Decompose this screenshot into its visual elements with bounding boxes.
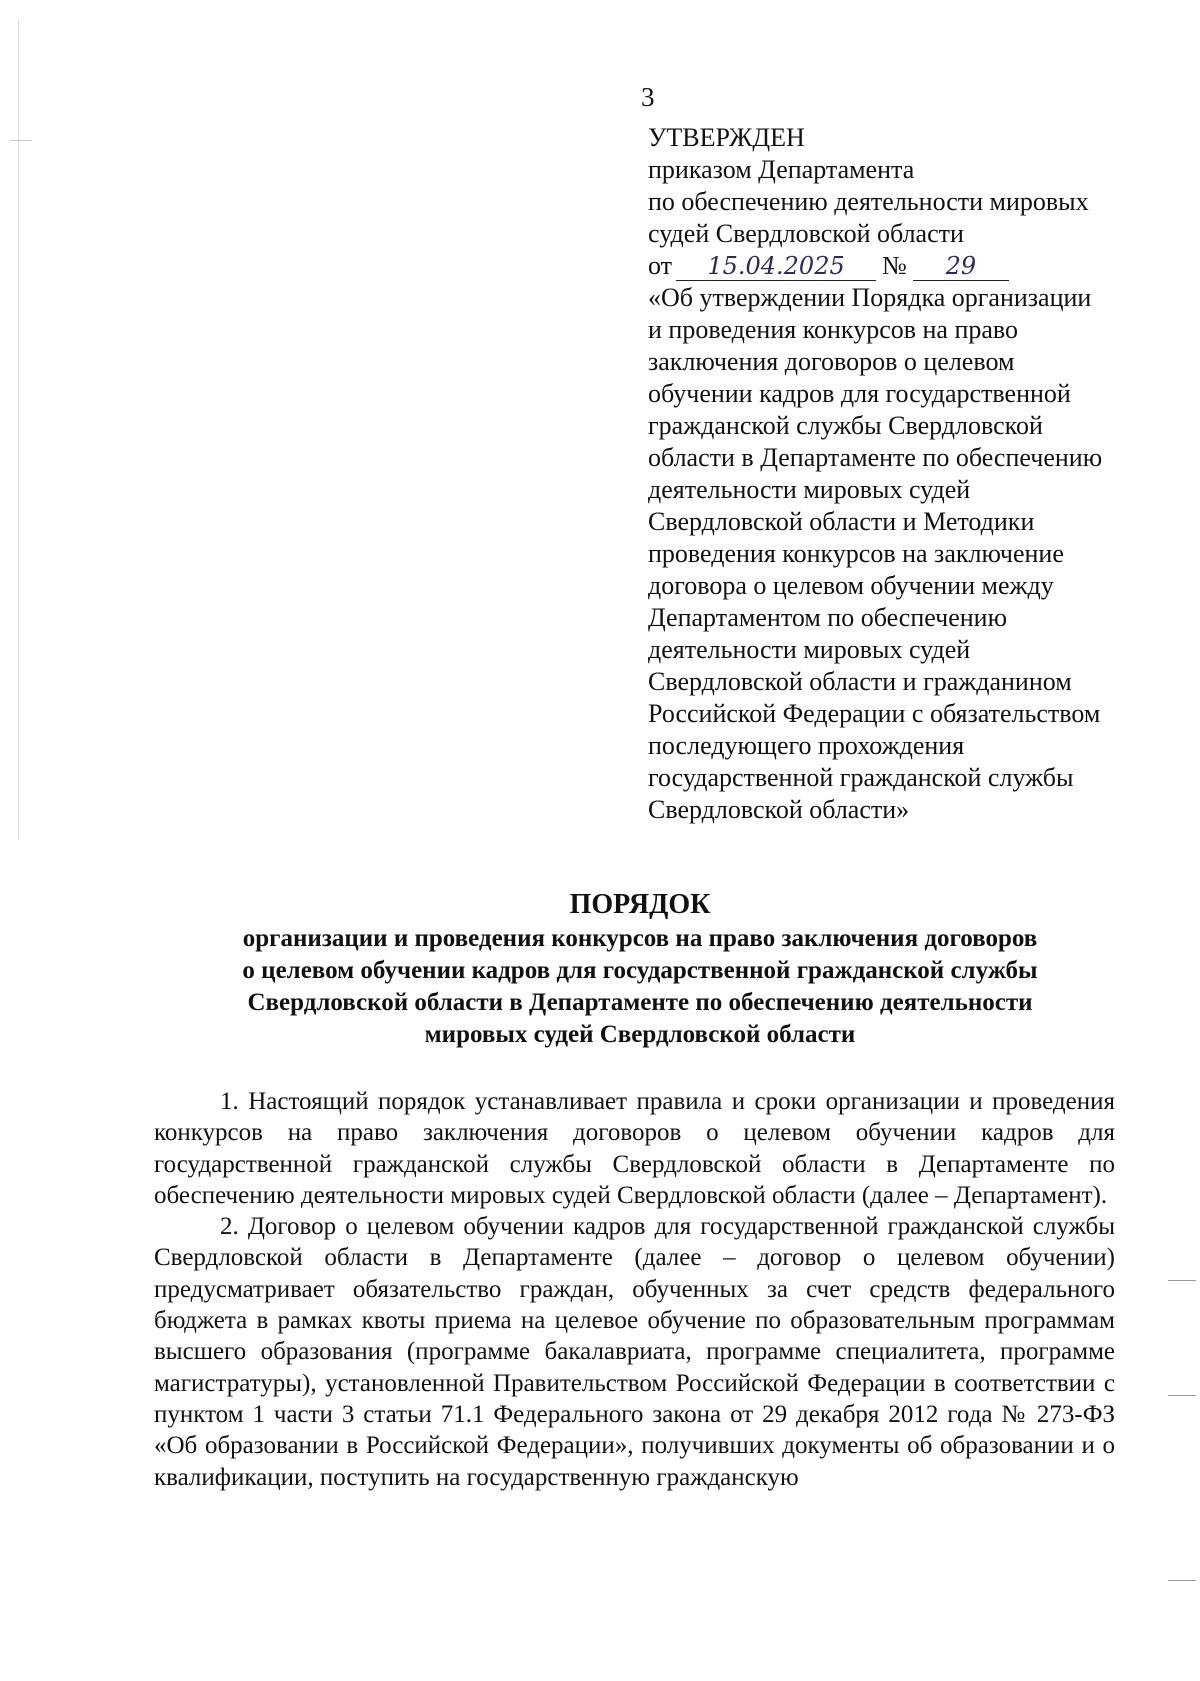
order-title-line: проведения конкурсов на заключение xyxy=(648,539,1064,568)
scan-edge-left-tick xyxy=(10,140,32,141)
paragraph: 2. Договор о целевом обучении кадров для государственной гражданской службы Свердловской области в Департаменте (далее – договор о целевом обучении) предусматривает обязательство граждан, обученных за счет средств федерального бюджета в рамках квоты приема на целевое обучение по образовательным программам высшего образования (программе бакалавриата, программе специалитета, программе магистратуры), установленной Правительством Российской Федерации в соответствии с пунктом 1 части 3 статьи 71.1 Федерального закона от 29 декабря 2012 года № 273-ФЗ «Об образовании в Российской Федерации», получивших документы об образовании и о квалификации, поступить на государственную гражданскую xyxy=(154,1213,1115,1491)
approval-line: по обеспечению деятельности мировых xyxy=(648,187,1089,216)
handwritten-number: 29 xyxy=(913,252,1009,281)
handwritten-date: 15.04.2025 xyxy=(676,252,876,281)
order-title-line: последующего прохождения xyxy=(648,731,965,760)
order-title-line: Свердловской области и Методики xyxy=(648,507,1035,536)
order-title-line: Департаментом по обеспечению xyxy=(648,603,1008,632)
approval-date-line xyxy=(648,250,1128,282)
scan-edge-right-tick xyxy=(1168,1280,1196,1281)
order-title-line: «Об утверждении Порядка организации xyxy=(648,283,1092,312)
title-subtitle-line: Свердловской области в Департаменте по обеспечению деятельности xyxy=(247,989,1033,1016)
order-title-line: области в Департаменте по обеспечению xyxy=(648,443,1103,472)
order-title-line: деятельности мировых судей xyxy=(648,475,971,504)
title-heading: ПОРЯДОК xyxy=(569,889,711,920)
number-prefix: № xyxy=(882,251,907,280)
order-title-line: государственной гражданской службы xyxy=(648,763,1074,792)
order-title-line: обучении кадров для государственной xyxy=(648,379,1071,408)
title-subtitle-line: мировых судей Свердловской области xyxy=(424,1021,856,1048)
order-title-line: деятельности мировых судей xyxy=(648,635,971,664)
document-body xyxy=(154,1086,1115,1493)
order-title-line: и проведения конкурсов на право xyxy=(648,315,1019,344)
scan-edge-right-tick xyxy=(1168,1395,1196,1396)
order-title-line: заключения договоров о целевом xyxy=(648,347,1015,376)
order-title-line: Свердловской области и гражданином xyxy=(648,667,1072,696)
title-subtitle-line: организации и проведения конкурсов на право заключения договоров xyxy=(242,925,1038,952)
order-title-line: Российской Федерации с обязательством xyxy=(648,699,1101,728)
approval-heading: УТВЕРЖДЕН xyxy=(648,123,805,152)
approval-line: приказом Департамента xyxy=(648,155,915,184)
order-title-line: Свердловской области» xyxy=(648,795,910,824)
order-title-line: гражданской службы Свердловской xyxy=(648,411,1043,440)
document-title xyxy=(160,887,1120,1051)
approval-line: судей Свердловской области xyxy=(648,219,964,248)
scan-edge-left xyxy=(18,20,19,840)
date-prefix: от xyxy=(648,251,673,280)
scan-edge-right-tick xyxy=(1168,1580,1196,1581)
order-title-line: договора о целевом обучении между xyxy=(648,571,1054,600)
title-subtitle-line: о целевом обучении кадров для государственной гражданской службы xyxy=(242,957,1038,984)
paragraph: 1. Настоящий порядок устанавливает правила и сроки организации и проведения конкурсов на право заключения договоров о целевом обучении кадров для государственной гражданской службы Свердловской области в Департаменте по обеспечению деятельности мировых судей Свердловской области (далее – Департамент). xyxy=(154,1088,1115,1209)
approval-stamp-block xyxy=(648,122,1128,826)
page-number: 3 xyxy=(641,82,655,112)
